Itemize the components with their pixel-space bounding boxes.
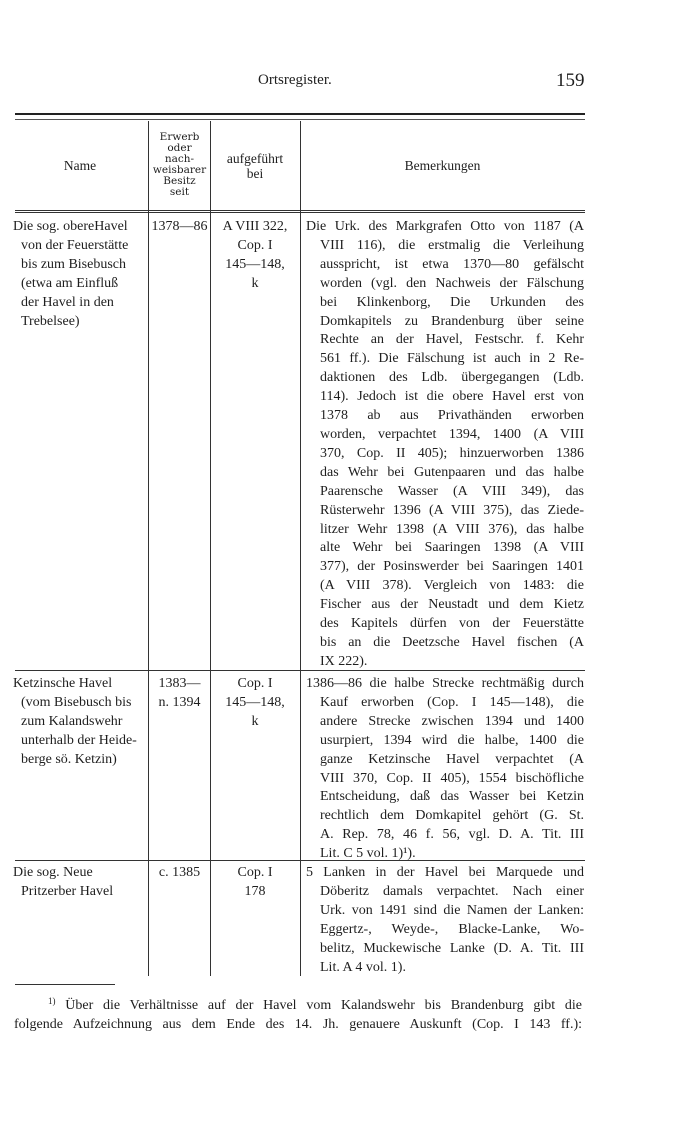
text-line: von der Feuerstätte bbox=[21, 237, 129, 253]
header-rule bbox=[15, 113, 585, 115]
text-line: VIII 116), die erstmalig die Verleihung bbox=[320, 237, 584, 253]
text-line: berge sö. Ketzin) bbox=[21, 751, 117, 767]
text-line: c. 1385 bbox=[158, 865, 201, 880]
text-line: 145—148, bbox=[225, 256, 285, 272]
column-header-name: Name bbox=[63, 158, 97, 173]
text-line: Kauf erworben (Cop. I 145—148), die bbox=[320, 694, 584, 710]
text-line: das Wehr bei Gutenpaaren und das halbe bbox=[320, 464, 584, 480]
row-remarks bbox=[306, 864, 584, 977]
row-remarks bbox=[306, 675, 584, 864]
footnote-rule bbox=[15, 984, 115, 985]
text-line: ausspricht, ist etwa 1370—80 gefälscht bbox=[320, 256, 584, 272]
row-listed bbox=[210, 675, 300, 732]
text-line: (vom Bisebusch bis bbox=[21, 694, 132, 710]
row-listed bbox=[210, 864, 300, 902]
text-line: Lit. A 4 vol. 1). bbox=[320, 959, 406, 975]
header-line: weisbarer bbox=[152, 164, 207, 176]
text-line: Cop. I bbox=[237, 865, 273, 880]
text-line: unterhalb der Heide- bbox=[21, 732, 137, 748]
text-line: 1386—86 die halbe Strecke rechtmäßig durch bbox=[306, 676, 584, 691]
text-line: Pritzerber Havel bbox=[21, 883, 114, 899]
text-line: litzer Wehr 1398 (A VIII 376), das halbe bbox=[320, 521, 584, 537]
text-line: VIII 370, Cop. II 405), 1554 bischöfliche bbox=[320, 770, 584, 786]
footnote-line: folgende Aufzeichnung aus dem Ende des 14. Jh. genauere Auskunft (Cop. I 143 ff.): bbox=[14, 1017, 582, 1032]
text-line: Fischer aus der Neustadt und dem Kietz bbox=[320, 597, 584, 613]
text-line: Ketzinsche Havel bbox=[13, 676, 113, 691]
header-rule-thin bbox=[15, 119, 585, 120]
running-title: Ortsregister. bbox=[258, 72, 332, 88]
text-line: Cop. I bbox=[237, 237, 273, 253]
text-line: Die sog. Neue bbox=[13, 865, 93, 880]
text-line: bei Klinkenborg, Die Urkunden des bbox=[320, 294, 584, 310]
text-line: 114). Jedoch ist die obere Havel erst von bbox=[320, 389, 584, 405]
text-line: 561 ff.). Die Fälschung ist auch in 2 Re- bbox=[320, 351, 584, 367]
text-line: n. 1394 bbox=[158, 694, 201, 710]
header-bottom-rule bbox=[15, 212, 585, 213]
footnote-text: Über die Verhältnisse auf der Havel vom Kalandswehr bis Brandenburg gibt die bbox=[65, 998, 582, 1013]
text-line: daktionen des Ldb. übergegangen (Ldb. bbox=[320, 370, 584, 386]
text-line: Trebelsee) bbox=[21, 313, 80, 329]
row-remarks bbox=[306, 218, 584, 672]
row-name bbox=[13, 218, 147, 331]
header-line: Erwerb bbox=[159, 131, 200, 143]
text-line: zum Kalandswehr bbox=[21, 713, 123, 729]
header-line: oder bbox=[167, 142, 192, 154]
text-line: andere Strecke zwischen 1394 und 1400 bbox=[320, 713, 584, 729]
row-possession bbox=[149, 864, 210, 883]
text-line: 5 Lanken in der Havel bei Marquede und bbox=[306, 865, 584, 880]
header-line: nach- bbox=[164, 153, 195, 165]
column-divider bbox=[300, 121, 301, 976]
text-line: 1378—86 bbox=[151, 219, 208, 234]
text-line: worden, verpachtet 1394, 1400 (A VIII bbox=[320, 426, 584, 442]
text-line: (A VIII 378). Vergleich von 1483: die bbox=[320, 578, 584, 594]
text-line: rechtlich dem Domkapitel gehört (G. St. bbox=[320, 808, 584, 824]
text-line: ganze Ketzinsche Havel verpachtet (A bbox=[320, 751, 584, 767]
row-name bbox=[13, 675, 147, 770]
text-line: IX 222). bbox=[320, 653, 368, 669]
text-line: usurpiert, 1394 wird die halbe, 1400 die bbox=[320, 732, 584, 748]
footnote-marker: 1) bbox=[48, 996, 56, 1006]
header-line: aufgeführt bbox=[226, 151, 284, 166]
text-line: alte Wehr bei Saaringen 1398 (A VIII bbox=[320, 540, 584, 556]
header-line: bei bbox=[246, 166, 264, 181]
text-line: k bbox=[251, 275, 259, 291]
header-line: Besitz bbox=[163, 175, 196, 187]
text-line: Cop. I bbox=[237, 676, 273, 691]
text-line: der Havel in den bbox=[21, 294, 114, 310]
text-line: Entscheidung, daß das Wasser bei Ketzin bbox=[320, 789, 584, 805]
text-line: bis zum Bisebusch bbox=[21, 256, 126, 272]
text-line: (etwa am Einfluß bbox=[21, 275, 119, 291]
text-line: A. Rep. 78, 46 f. 56, vgl. D. A. Tit. III bbox=[320, 827, 584, 843]
footnote-line bbox=[14, 996, 582, 1015]
text-line: Rechte an der Havel, Festschr. f. Kehr bbox=[320, 332, 584, 348]
text-line: Die sog. obereHavel bbox=[13, 219, 128, 234]
column-header-remarks: Bemerkungen bbox=[404, 158, 481, 173]
text-line: des Kapitels dürfen von der Feuerstätte bbox=[320, 616, 584, 632]
row-possession bbox=[149, 675, 210, 713]
text-line: Döberitz damals verpachtet. Nach einer bbox=[320, 883, 584, 899]
text-line: 145—148, bbox=[225, 694, 285, 710]
row-name bbox=[13, 864, 147, 902]
footnote bbox=[14, 996, 582, 1034]
text-line: Lit. C 5 vol. 1)¹). bbox=[320, 846, 416, 862]
text-line: k bbox=[251, 713, 259, 729]
row-possession bbox=[149, 218, 210, 237]
text-line: A VIII 322, bbox=[222, 219, 288, 234]
text-line: Die Urk. des Markgrafen Otto von 1187 (A bbox=[306, 219, 584, 234]
text-line: 1378 ab aus Privathänden erworben bbox=[320, 408, 584, 424]
text-line: 370, Cop. II 405); hinzuerworben 1386 bbox=[320, 445, 584, 461]
text-line: 178 bbox=[244, 883, 266, 899]
text-line: bis an die Deetzsche Havel fischen (A bbox=[320, 634, 584, 650]
header-line: seit bbox=[169, 186, 190, 198]
text-line: 1383— bbox=[158, 676, 201, 691]
text-line: Domkapitels zu Brandenburg über seine bbox=[320, 313, 584, 329]
text-line: Eggertz-, Weyde-, Blacke-Lanke, Wo- bbox=[320, 921, 584, 937]
text-line: belitz, Muckewische Lanke (D. A. Tit. III bbox=[320, 940, 584, 956]
column-divider bbox=[148, 121, 149, 976]
text-line: Paarensche Wasser (A VIII 349), das bbox=[320, 483, 584, 499]
text-line: Urk. von 1491 sind die Namen der Lanken: bbox=[320, 902, 584, 918]
text-line: 377), der Posinswerder bei Saaringen 1401 bbox=[320, 559, 584, 575]
header-bottom-rule bbox=[15, 210, 585, 211]
text-line: Rüsterwehr 1396 (A VIII 375), das Ziede- bbox=[320, 502, 584, 518]
page-number: 159 bbox=[556, 70, 585, 91]
text-line: worden (vgl. den Nachweis der Fälschung bbox=[320, 275, 584, 291]
row-listed bbox=[210, 218, 300, 294]
